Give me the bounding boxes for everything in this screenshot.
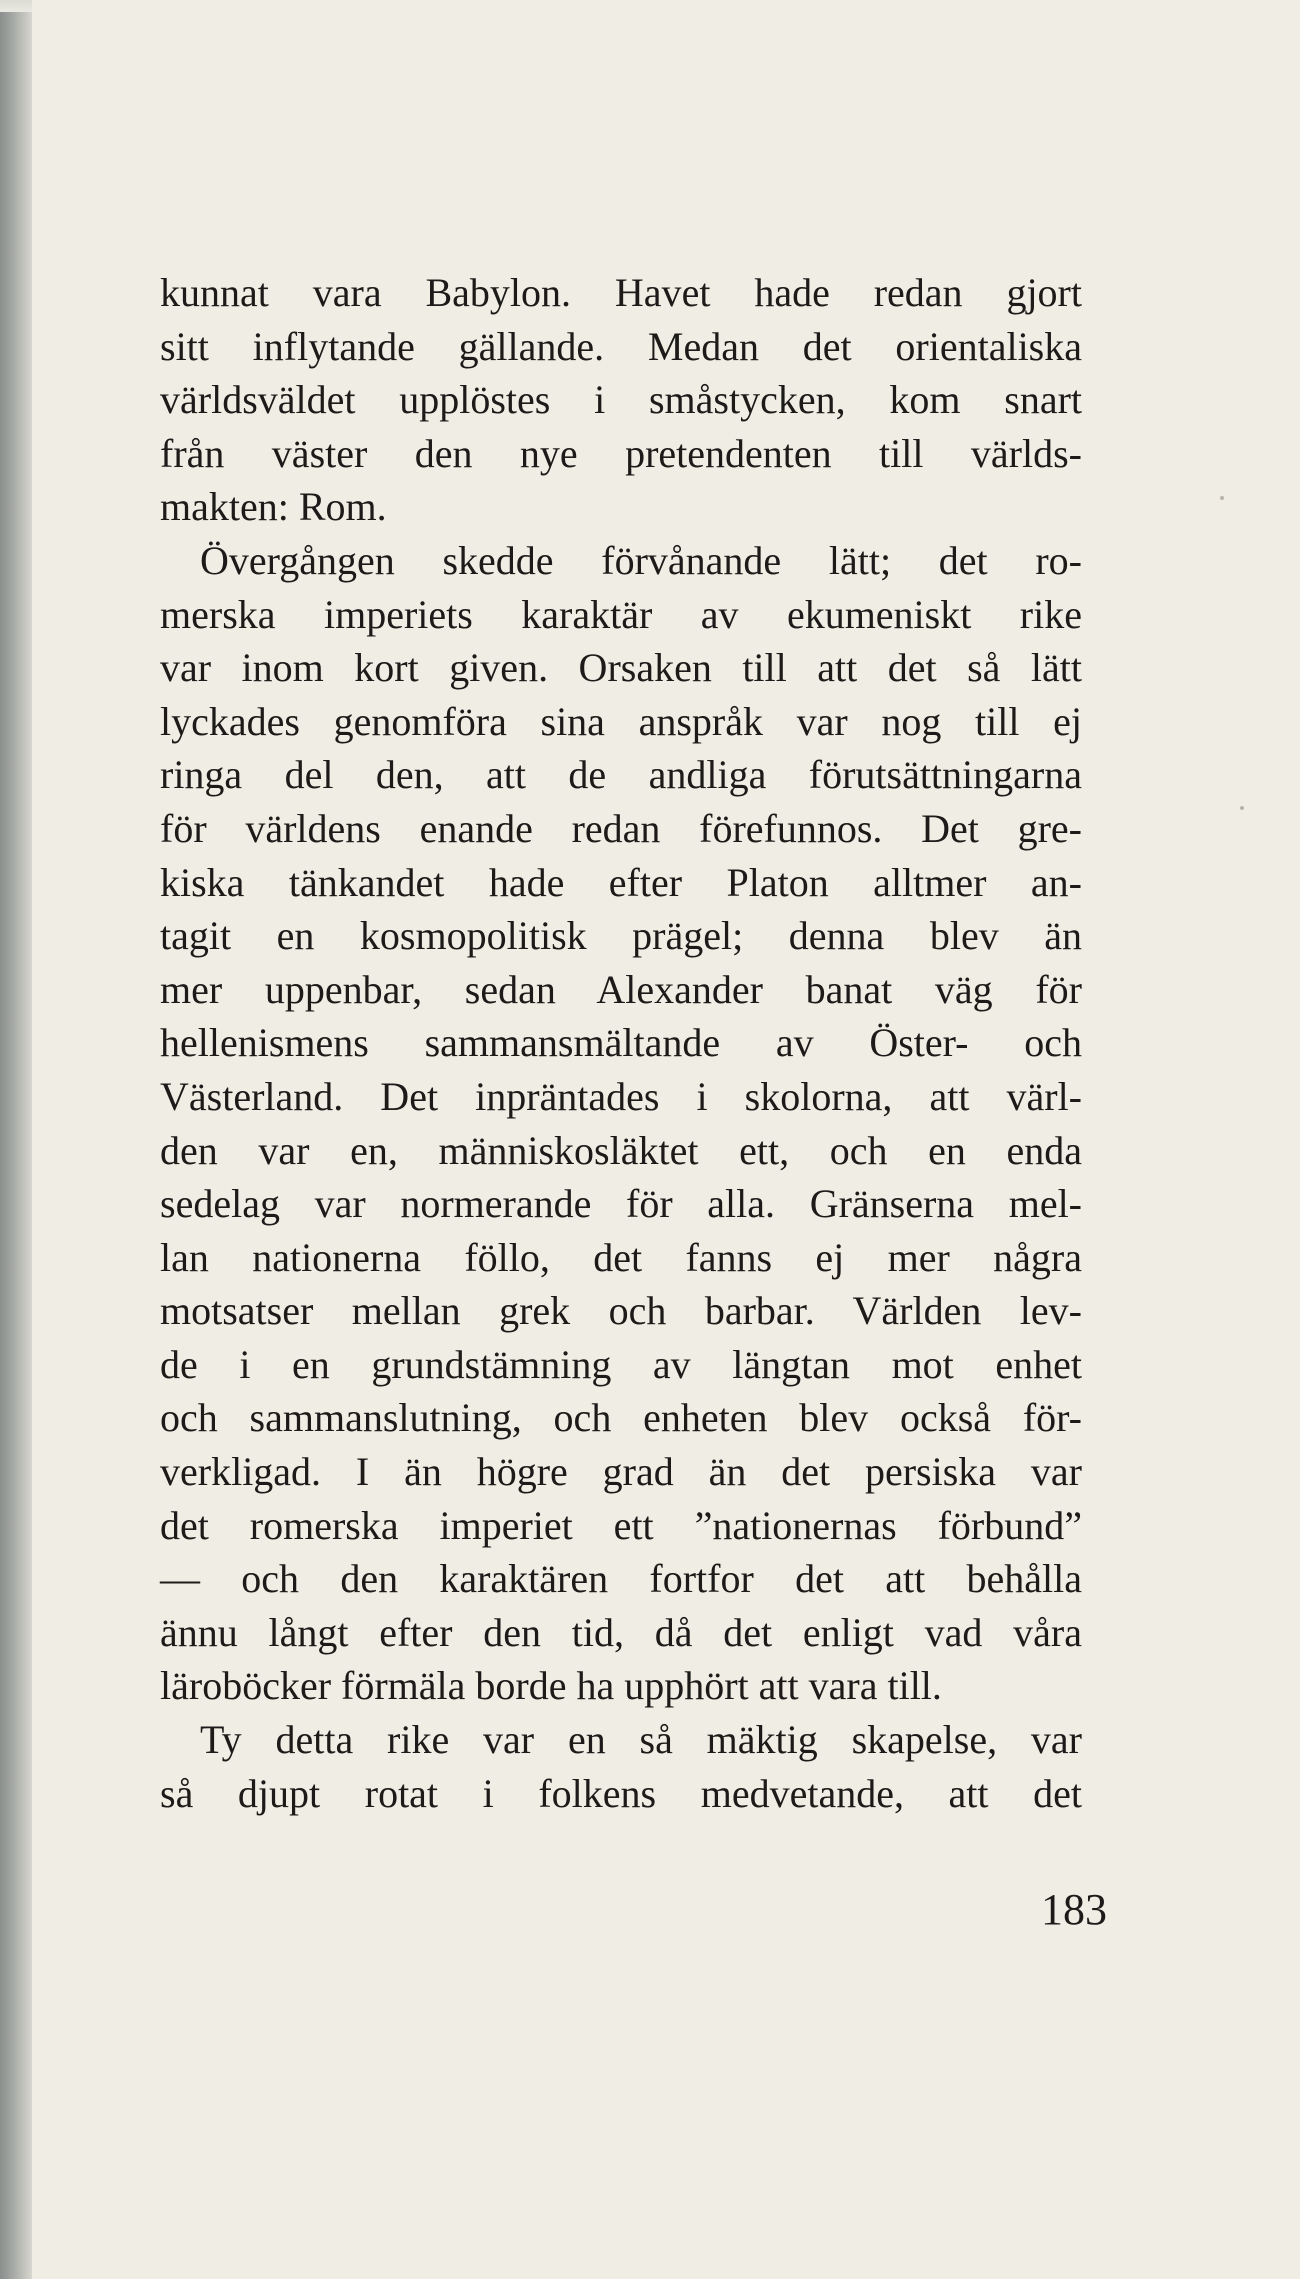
text-line: så djupt rotat i folkens medvetande, att det (160, 1770, 1082, 1816)
text-line: de i en grundstämning av längtan mot enhet (160, 1341, 1082, 1387)
text-line: från väster den nye pretendenten till världs- (160, 430, 1082, 476)
body-text (160, 266, 1082, 1820)
text-line: var inom kort given. Orsaken till att det så lätt (160, 645, 1082, 691)
text-line: den var en, människosläktet ett, och en enda (160, 1127, 1082, 1173)
text-line: — och den karaktären fortfor det att behålla (160, 1556, 1082, 1602)
page-number: 183 (1041, 1885, 1107, 1934)
text-line: kiska tänkandet hade efter Platon alltmer an- (160, 859, 1082, 905)
text-line: för världens enande redan förefunnos. Det gre- (160, 805, 1082, 851)
text-line: hellenismens sammansmältande av Öster- och (160, 1020, 1082, 1066)
text-line: ännu långt efter den tid, då det enligt vad våra (160, 1609, 1082, 1655)
text-line: makten: Rom. (160, 484, 387, 530)
paper-speck (1220, 496, 1224, 500)
paper-speck (1240, 806, 1244, 810)
text-line-paragraph-start: Övergången skedde förvånande lätt; det ro- (200, 537, 1082, 583)
text-line: Västerland. Det inpräntades i skolorna, att värl- (160, 1073, 1082, 1119)
text-line: verkligad. I än högre grad än det persiska var (160, 1449, 1082, 1495)
text-line-paragraph-start: Ty detta rike var en så mäktig skapelse, var (200, 1717, 1082, 1763)
text-line: världsväldet upplöstes i småstycken, kom snart (160, 377, 1082, 423)
text-line: sitt inflytande gällande. Medan det orientaliska (160, 323, 1082, 369)
scan-edge-left (0, 0, 32, 2279)
text-line: mer uppenbar, sedan Alexander banat väg för (160, 966, 1082, 1012)
book-page (32, 0, 1300, 2279)
text-line: ringa del den, att de andliga förutsättningarna (160, 752, 1082, 798)
text-line: sedelag var normerande för alla. Gränserna mel- (160, 1181, 1082, 1227)
text-line: tagit en kosmopolitisk prägel; denna blev än (160, 913, 1082, 959)
text-line: motsatser mellan grek och barbar. Världen lev- (160, 1288, 1082, 1334)
text-line: det romerska imperiet ett ”nationernas förbund” (160, 1502, 1082, 1548)
text-line: lan nationerna föllo, det fanns ej mer några (160, 1234, 1082, 1280)
text-line: och sammanslutning, och enheten blev också för- (160, 1395, 1082, 1441)
text-line: merska imperiets karaktär av ekumeniskt rike (160, 591, 1082, 637)
text-line: kunnat vara Babylon. Havet hade redan gjort (160, 270, 1082, 315)
text-line: lyckades genomföra sina anspråk var nog till ej (160, 698, 1082, 744)
text-line: läroböcker förmäla borde ha upphört att vara till. (160, 1663, 942, 1709)
